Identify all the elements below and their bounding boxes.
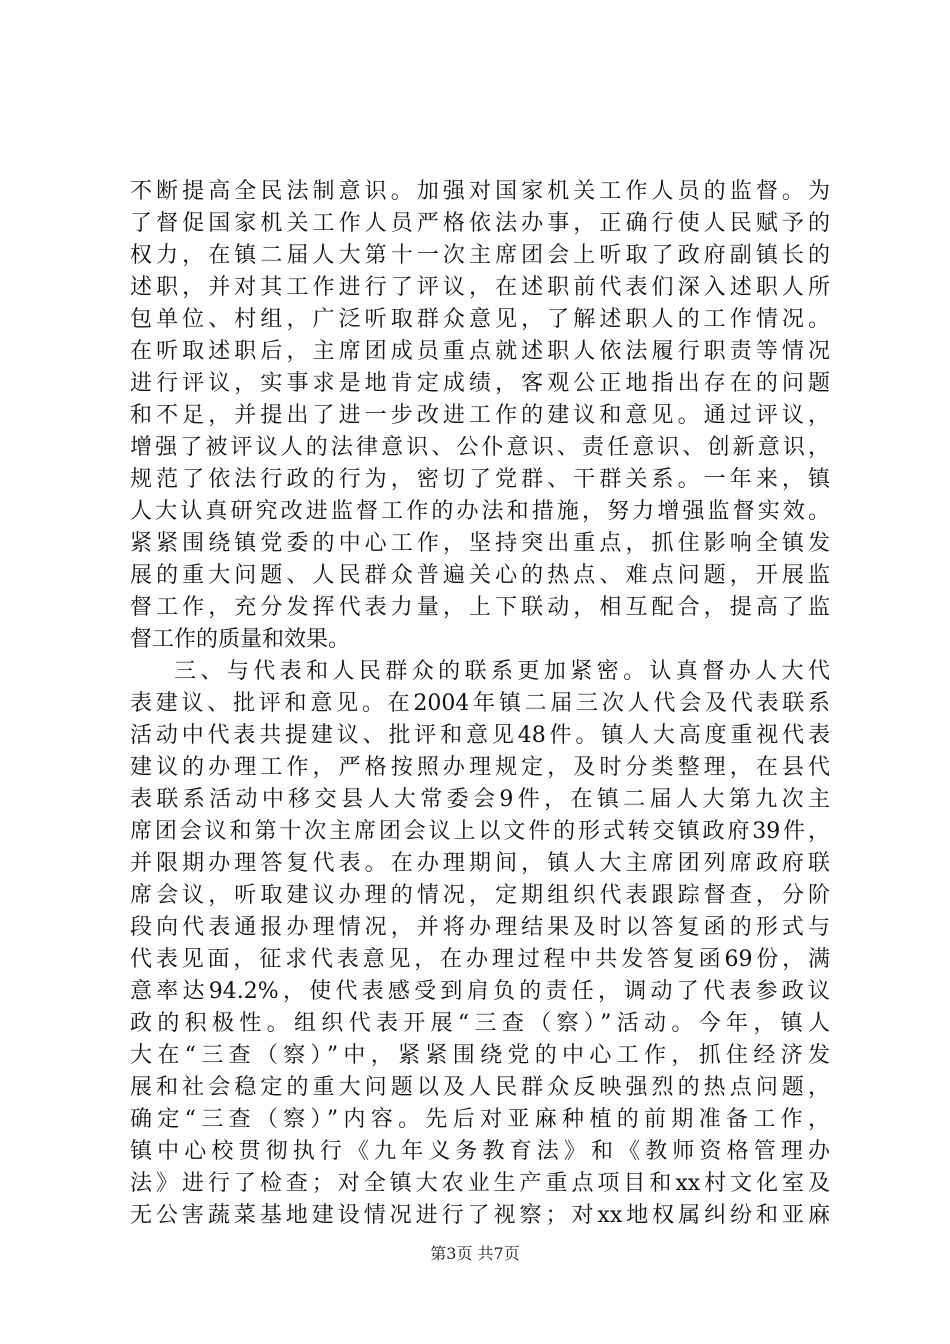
text-line: 意率达94.2%，使代表感受到肩负的责任，调动了代表参政议: [130, 979, 830, 1004]
text-line: 不断提高全民法制意识。加强对国家机关工作人员的监督。为: [130, 179, 830, 204]
text-line: 督工作，充分发挥代表力量，上下联动，相互配合，提高了监: [130, 595, 830, 620]
text-line: 规范了依法行政的行为，密切了党群、干群关系。一年来，镇: [130, 467, 830, 492]
text-line: 代表见面，征求代表意见，在办理过程中共发答复函69份，满: [130, 947, 830, 972]
text-line: 展的重大问题、人民群众普遍关心的热点、难点问题，开展监: [130, 563, 830, 588]
text-line: 紧紧围绕镇党委的中心工作，坚持突出重点，抓住影响全镇发: [130, 531, 830, 556]
text-line: 在听取述职后，主席团成员重点就述职人依法履行职责等情况: [130, 339, 830, 364]
text-line: 包单位、村组，广泛听取群众意见，了解述职人的工作情况。: [130, 307, 830, 332]
section-heading-line: 三、与代表和人民群众的联系更加紧密。认真督办人大代: [174, 659, 830, 684]
text-line: 并限期办理答复代表。在办理期间，镇人大主席团列席政府联: [130, 851, 830, 876]
page-number-footer: 第3页 共7页: [430, 1244, 520, 1263]
text-line: 政的积极性。组织代表开展“三查（察）”活动。今年，镇人: [130, 1011, 830, 1036]
text-line: 大在“三查（察）”中，紧紧围绕党的中心工作，抓住经济发: [130, 1043, 830, 1068]
text-line: 表建议、批评和意见。在2004年镇二届三次人代会及代表联系: [130, 691, 830, 716]
body-text: [130, 176, 830, 1232]
text-line: 无公害蔬菜基地建设情况进行了视察；对xx地权属纠纷和亚麻: [130, 1203, 830, 1228]
text-line: 督工作的质量和效果。: [130, 627, 351, 652]
text-line: 述职，并对其工作进行了评议，在述职前代表们深入述职人所: [130, 275, 830, 300]
text-line: 增强了被评议人的法律意识、公仆意识、责任意识、创新意识，: [130, 435, 830, 460]
text-line: 了督促国家机关工作人员严格依法办事，正确行使人民赋予的: [130, 211, 830, 236]
text-line: 段向代表通报办理情况，并将办理结果及时以答复函的形式与: [130, 915, 830, 940]
text-line: 活动中代表共提建议、批评和意见48件。镇人大高度重视代表: [130, 723, 830, 748]
text-line: 席会议，听取建议办理的情况，定期组织代表跟踪督查，分阶: [130, 883, 830, 908]
text-line: 权力，在镇二届人大第十一次主席团会上听取了政府副镇长的: [130, 243, 830, 268]
text-line: 进行评议，实事求是地肯定成绩，客观公正地指出存在的问题: [130, 371, 830, 396]
text-line: 法》进行了检查；对全镇大农业生产重点项目和xx村文化室及: [130, 1171, 830, 1196]
text-line: 镇中心校贯彻执行《九年义务教育法》和《教师资格管理办: [130, 1139, 830, 1164]
text-line: 席团会议和第十次主席团会议上以文件的形式转交镇政府39件，: [130, 819, 830, 844]
text-line: 表联系活动中移交县人大常委会9件，在镇二届人大第九次主: [130, 787, 830, 812]
text-line: 展和社会稳定的重大问题以及人民群众反映强烈的热点问题，: [130, 1075, 830, 1100]
text-line: 建议的办理工作，严格按照办理规定，及时分类整理，在县代: [130, 755, 830, 780]
text-line: 确定“三查（察）”内容。先后对亚麻种植的前期准备工作，: [130, 1107, 830, 1132]
text-line: 和不足，并提出了进一步改进工作的建议和意见。通过评议，: [130, 403, 830, 428]
text-line: 人大认真研究改进监督工作的办法和措施，努力增强监督实效。: [130, 499, 830, 524]
